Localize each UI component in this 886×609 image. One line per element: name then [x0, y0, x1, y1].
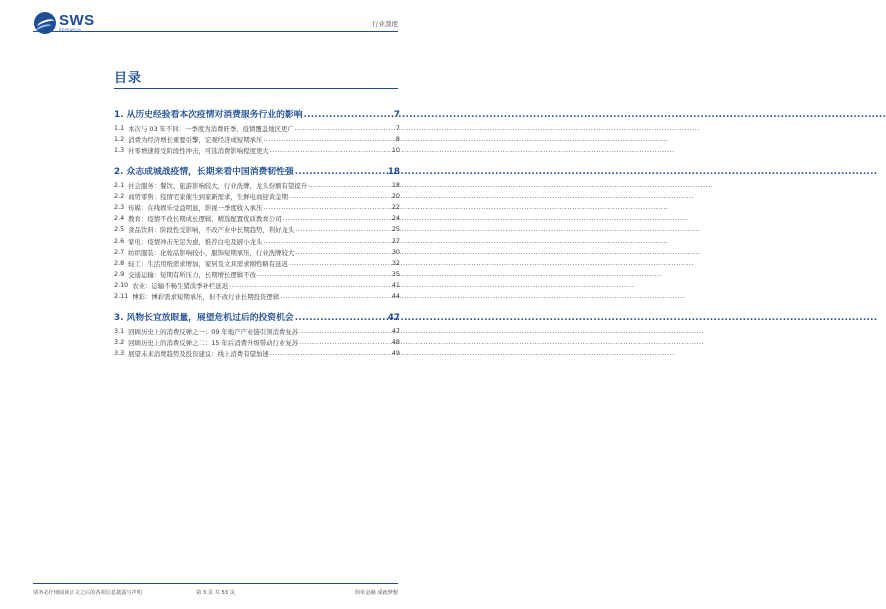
toc-page-number: 20: [391, 191, 400, 200]
toc-entry[interactable]: [114, 124, 400, 135]
toc-entry-number: 2.1: [114, 180, 125, 189]
toc-leader-dots: [229, 281, 391, 289]
toc-entry[interactable]: [114, 135, 400, 146]
toc-page-number: 27: [391, 236, 400, 245]
toc-entry-number: 1.1: [114, 124, 125, 132]
toc-page-number: 32: [391, 258, 400, 267]
logo-name: SWS: [59, 12, 95, 30]
toc-title: 目录: [114, 71, 143, 86]
toc-page-number: 47: [387, 312, 400, 323]
toc-leader-dots: [283, 214, 391, 222]
toc-page-number: 30: [391, 247, 400, 256]
toc-page-number: 47: [391, 326, 400, 335]
toc-page-number: 25: [391, 225, 400, 234]
toc-entry-text: 交通运输：短期有所压力，长期增长逻辑不改: [128, 271, 256, 280]
toc-entry-text: 社会服务：餐饮、旅游影响较大，行业洗牌，龙头份额有望提升: [128, 181, 308, 190]
page-footer: [33, 589, 398, 599]
toc-leader-dots: [263, 135, 395, 143]
toc-page-number: 22: [391, 202, 400, 211]
toc-entry-number: 3.2: [114, 337, 125, 346]
toc-leader-dots: [304, 110, 393, 120]
toc-leader-dots: [295, 248, 391, 256]
toc-entry-text: 轻工：生活用纸需求增加，家居及文具需求刚性略有延迟: [128, 259, 288, 268]
toc-entry-text: 回顾历史上的消费反弹之二：15 年后消费升级带动行业复苏: [128, 338, 299, 347]
toc-entry-text: 博彩：博彩需求短期承压，但不改行业长期投资逻辑: [132, 293, 280, 302]
toc-entry-number: 2.4: [114, 214, 125, 223]
toc-page-number: 7: [393, 110, 400, 120]
toc-page-number: 48: [391, 337, 400, 346]
toc-entry[interactable]: [114, 281, 400, 292]
toc-leader-dots: [295, 124, 395, 132]
toc-leader-dots: [263, 237, 390, 245]
toc-entry[interactable]: [114, 181, 400, 192]
toc-entry[interactable]: [114, 292, 400, 303]
toc-leader-dots: [295, 225, 391, 233]
toc-section-title: 风物长宜放眼量，展望危机过后的投资机会: [126, 312, 294, 323]
toc-entry-number: 1.2: [114, 135, 125, 144]
toc-section-2[interactable]: [114, 164, 400, 178]
footer-divider: [33, 583, 398, 584]
toc-leader-dots: [289, 192, 391, 200]
toc-page-number: 10: [391, 146, 400, 155]
toc-entry[interactable]: [114, 203, 400, 214]
toc-section-1[interactable]: [114, 107, 400, 121]
toc-entry-text: 教育：疫情不改长期成长逻辑，精选配置优质教育公司: [128, 215, 282, 224]
toc-entry-number: 2.5: [114, 225, 125, 234]
toc-leader-dots: [280, 292, 391, 300]
toc-entry[interactable]: [114, 146, 400, 157]
toc-entry-text: 农业：运输不畅生猪淡季补栏延迟: [132, 282, 229, 291]
toc-section-number: 2.: [114, 166, 124, 177]
toc-entry-number: 2.11: [114, 292, 129, 301]
toc-entry[interactable]: [114, 338, 400, 349]
toc-entry[interactable]: [114, 349, 400, 360]
toc-entry[interactable]: [114, 259, 400, 270]
toc-entry-number: 2.6: [114, 236, 125, 245]
toc-entry-number: 2.3: [114, 202, 125, 211]
toc-leader-dots: [295, 313, 387, 323]
toc-leader-dots: [270, 349, 391, 357]
toc-entry-text: 纺织服装：化妆品影响较小，服饰短期承压，行业洗牌较大: [128, 248, 295, 257]
toc-entry[interactable]: [114, 225, 400, 236]
toc-entry-number: 2.2: [114, 191, 125, 200]
toc-entry[interactable]: [114, 327, 400, 338]
toc-title-divider: [114, 88, 398, 89]
toc-entry-text: 商贸零售：疫情宅家催生到家新需求，生鲜电商迎黄金期: [128, 192, 288, 201]
toc-entry-number: 3.1: [114, 326, 125, 335]
toc-page-number: 35: [391, 270, 400, 279]
toc-leader-dots: [299, 327, 391, 335]
table-of-contents: [114, 107, 400, 360]
toc-entry-number: 2.10: [114, 281, 129, 290]
toc-page-number: 41: [391, 281, 400, 290]
page-header: [0, 0, 429, 40]
toc-entry[interactable]: [114, 192, 400, 203]
toc-section-title: 众志成城战疫情，长期来看中国消费韧性强: [126, 166, 294, 177]
toc-entry[interactable]: [114, 214, 400, 225]
toc-page-number: 49: [391, 349, 400, 357]
toc-leader-dots: [263, 203, 390, 211]
toc-page-number: 24: [391, 214, 400, 223]
toc-entry-text: 家电：疫情冲击无足为虑，推荐白电及厨小龙头: [128, 237, 263, 246]
toc-entry[interactable]: [114, 270, 400, 281]
disclaimer-notice: 请务必仔细阅读正文之后的各项信息披露与声明: [33, 590, 142, 596]
company-slogan: 简单金融 成就梦想: [354, 590, 398, 596]
toc-entry-text: 本次与 03 年不同：一季度为消费旺季，疫情覆盖地区更广: [128, 125, 294, 133]
toc-page-number: 8: [395, 135, 400, 144]
toc-section-number: 1.: [114, 110, 124, 120]
toc-entry-number: 2.7: [114, 247, 125, 256]
toc-page-number: 18: [387, 166, 400, 177]
toc-leader-dots: [257, 270, 391, 278]
page-number: 第 3 页 共 53 页: [196, 590, 235, 596]
toc-entry-text: 传媒：在线娱乐受益明显，影视一季度收入承压: [128, 203, 263, 212]
toc-leader-dots: [299, 338, 391, 346]
report-type-label: 行业深度: [372, 20, 398, 28]
toc-leader-dots: [270, 146, 391, 154]
toc-entry-number: 2.9: [114, 270, 125, 279]
toc-entry-text: 回顾历史上的消费反弹之一：09 年地产产业链引领消费复苏: [128, 327, 299, 336]
toc-page-number: 7: [395, 124, 400, 132]
toc-leader-dots: [289, 259, 391, 267]
toc-entry-number: 2.8: [114, 258, 125, 267]
toc-page-number: 18: [391, 180, 400, 189]
toc-entry-text: 社零增速将受阶段性冲击，可选消费影响程度更大: [128, 147, 269, 156]
toc-leader-dots: [308, 181, 391, 189]
toc-entry[interactable]: [114, 248, 400, 259]
toc-section-title: 从历史经验看本次疫情对消费服务行业的影响: [126, 110, 303, 120]
toc-leader-dots: [295, 167, 387, 177]
toc-page-number: 44: [391, 292, 400, 301]
toc-entry-text: 食品饮料：阶段性受影响，不改产业中长期趋势，利好龙头: [128, 226, 295, 235]
toc-section-number: 3.: [114, 312, 124, 323]
toc-entry-text: 展望未来消费趋势及投资建议：线上消费有望加速: [128, 350, 269, 358]
logo-subtitle: RESEARCH: [59, 28, 81, 33]
toc-section-3[interactable]: [114, 310, 400, 324]
toc-entry-number: 1.3: [114, 146, 125, 155]
toc-entry[interactable]: [114, 237, 400, 248]
toc-entry-number: 3.3: [114, 349, 125, 357]
toc-entry-text: 消费为经济增长重要引擎，宏观经济或短期承压: [128, 136, 263, 145]
